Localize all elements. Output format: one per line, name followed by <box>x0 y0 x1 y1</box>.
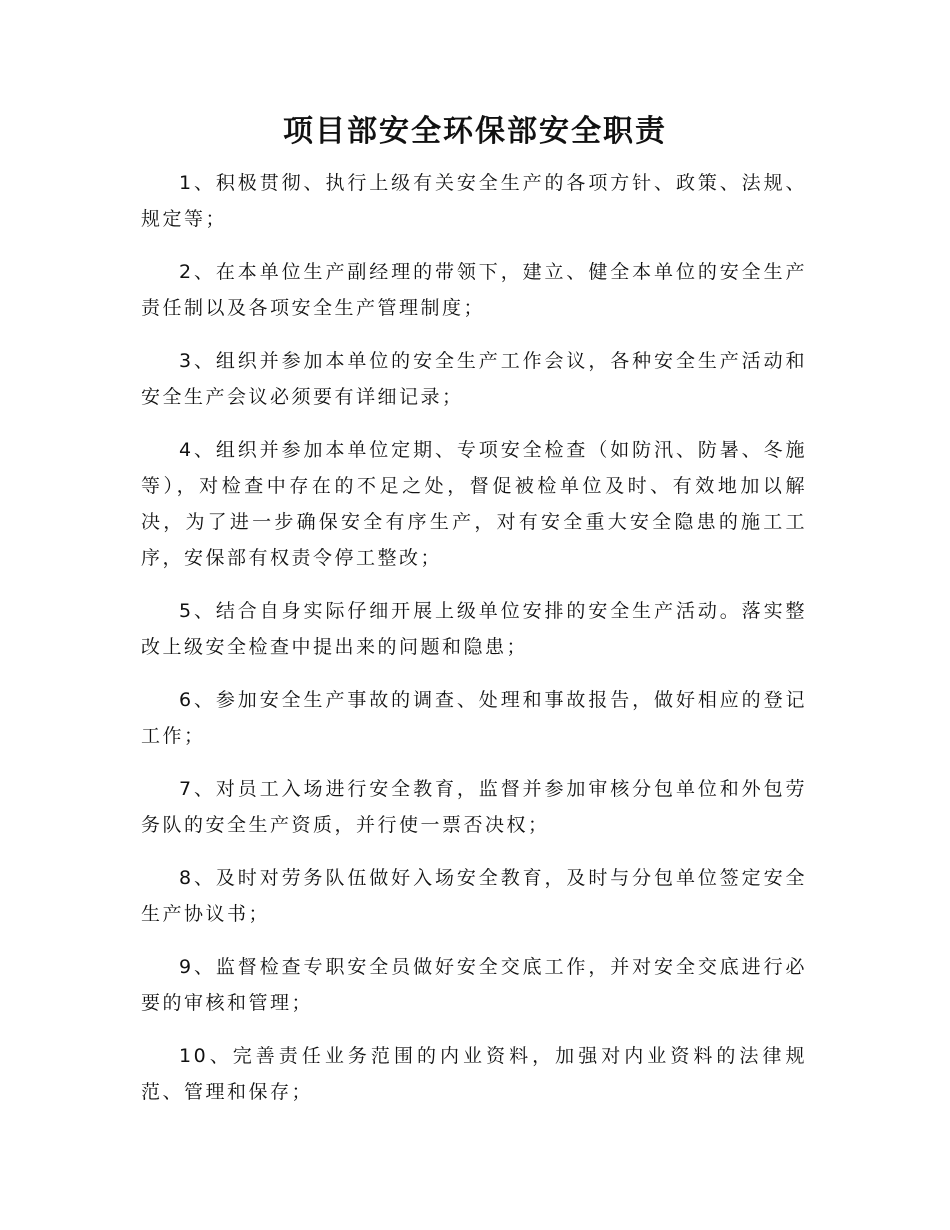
paragraph-3: 3、组织并参加本单位的安全生产工作会议，各种安全生产活动和安全生产会议必须要有详细记录； <box>141 350 807 408</box>
document-title: 项目部安全环保部安全职责 <box>283 114 667 149</box>
paragraph-2: 2、在本单位生产副经理的带领下，建立、健全本单位的安全生产责任制以及各项安全生产管理制度； <box>141 261 807 319</box>
paragraph-5: 5、结合自身实际仔细开展上级单位安排的安全生产活动。落实整改上级安全检查中提出来的问题和隐患； <box>141 600 807 658</box>
paragraph-6: 6、参加安全生产事故的调查、处理和事故报告，做好相应的登记工作； <box>141 689 807 747</box>
paragraph-10: 10、完善责任业务范围的内业资料，加强对内业资料的法律规范、管理和保存； <box>141 1045 807 1103</box>
paragraph-9: 9、监督检查专职安全员做好安全交底工作，并对安全交底进行必要的审核和管理； <box>141 956 807 1014</box>
paragraph-1: 1、积极贯彻、执行上级有关安全生产的各项方针、政策、法规、规定等； <box>141 172 807 230</box>
paragraph-4: 4、组织并参加本单位定期、专项安全检查（如防汛、防暑、冬施等），对检查中存在的不足之处，督促被检单位及时、有效地加以解决，为了进一步确保安全有序生产，对有安全重大安全隐患的施工工序，安保部有权责令停工整改； <box>141 439 807 569</box>
paragraph-7: 7、对员工入场进行安全教育，监督并参加审核分包单位和外包劳务队的安全生产资质，并行使一票否决权； <box>141 778 807 836</box>
paragraph-8: 8、及时对劳务队伍做好入场安全教育，及时与分包单位签定安全生产协议书； <box>141 867 807 925</box>
document-body <box>141 165 807 1127</box>
